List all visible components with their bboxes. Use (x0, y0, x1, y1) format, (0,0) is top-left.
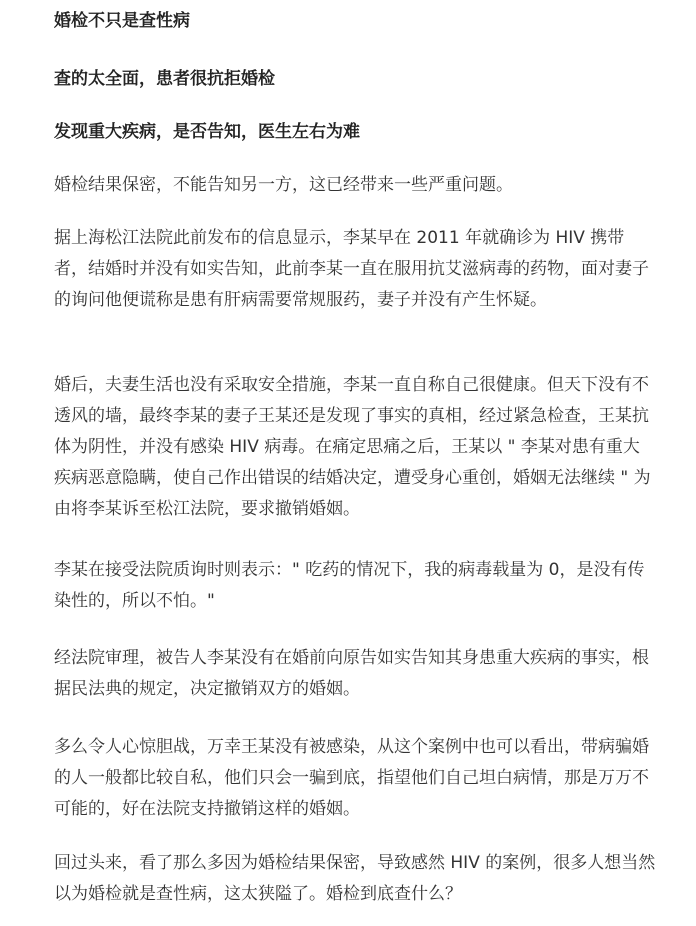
paragraph-2: 据上海松江法院此前发布的信息显示，李某早在 2011 年就确诊为 HIV 携带者，结婚时并没有如实告知，此前李某一直在服用抗艾滋病毒的药物，面对妻子的询问他便谎称是患有肝病需要常规服药，妻子并没有产生怀疑。 (54, 228, 649, 310)
section-heading-3: 发现重大疾病，是否告知，医生左右为难 (54, 122, 360, 142)
paragraph-4: 李某在接受法院质询时则表示：" 吃药的情况下，我的病毒载量为 0，是没有传染性的，所以不怕。" (54, 560, 645, 611)
section-heading-1: 婚检不只是查性病 (54, 11, 190, 31)
paragraph-6: 多么令人心惊胆战，万幸王某没有被感染，从这个案例中也可以看出，带病骗婚的人一般都比较自私，他们只会一骗到底，指望他们自己坦白病情，那是万万不可能的，好在法院支持撤销这样的婚姻。 (54, 737, 649, 819)
paragraph-3: 婚后，夫妻生活也没有采取安全措施，李某一直自称自己很健康。但天下没有不透风的墙，最终李某的妻子王某还是发现了事实的真相，经过紧急检查，王某抗体为阴性，并没有感染 HIV 病毒。在痛定思痛之后，王某以 " 李某对患有重大疾病恶意隐瞒，使自己作出错误的结婚决定，遭受身心重创，婚姻无法继续 " 为由将李某诉至松江法院，要求撤销婚姻。 (54, 375, 651, 519)
paragraph-5: 经法院审理，被告人李某没有在婚前向原告如实告知其身患重大疾病的事实，根据民法典的规定，决定撤销双方的婚姻。 (54, 648, 649, 699)
paragraph-1: 婚检结果保密，不能告知另一方，这已经带来一些严重问题。 (54, 175, 513, 195)
paragraph-7: 回过头来，看了那么多因为婚检结果保密，导致感然 HIV 的案例，很多人想当然以为婚检就是查性病，这太狭隘了。婚检到底查什么？ (54, 853, 656, 904)
section-heading-2: 查的太全面，患者很抗拒婚检 (54, 69, 275, 89)
